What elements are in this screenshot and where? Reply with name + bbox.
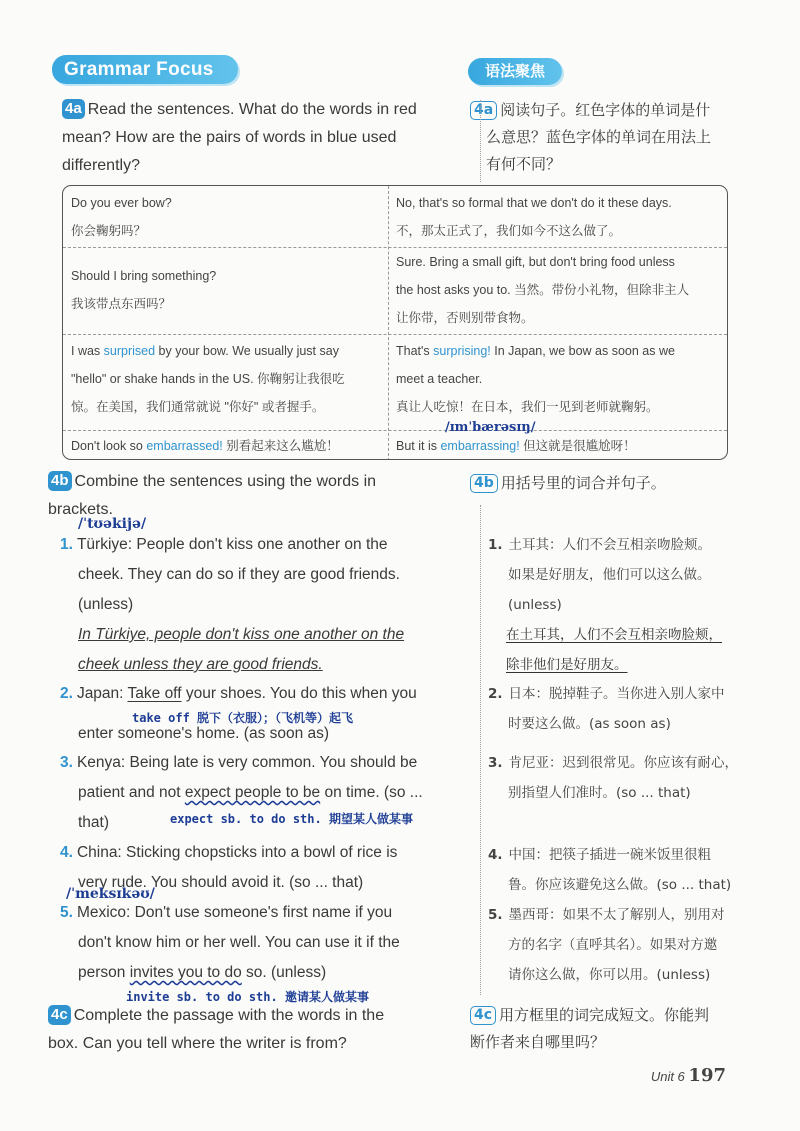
section-4a-badge: 4a <box>62 99 85 119</box>
exercise-item-1-zh-answer: 在土耳其，人们不会互相亲吻脸颊， 除非他们是好朋友。 <box>506 627 722 673</box>
section-4c-instructions: 4c Complete the passage with the words in the box. Can you tell where the writer is from? <box>48 1006 385 1052</box>
grammar-focus-banner-zh: 语法聚焦 <box>468 58 562 85</box>
phonetic-embarrassing: /ɪmˈbærəsɪŋ/ <box>445 420 536 435</box>
red-word-surprising: surprising! <box>433 344 491 358</box>
table-cell-r4-left: Don't look so embarrassed! 别看起来这么尴尬！ <box>71 439 339 453</box>
section-4b-badge: 4b <box>48 471 72 491</box>
column-divider-top <box>480 100 481 182</box>
grammar-focus-banner: Grammar Focus <box>52 55 238 84</box>
table-cell-r1-left: Do you ever bow? 你会鞠躬吗？ <box>71 196 172 238</box>
unit-label: Unit 6 <box>650 1069 685 1084</box>
table-cell-r3-left: I was surprised by your bow. We usually just say "hello" or shake hands in the US. 你鞠躬让我很吃 惊。在美国，我们通常就说 "你好" 或者握手。 <box>71 344 345 414</box>
table-row-divider <box>63 334 727 335</box>
table-cell-r1-right: No, that's so formal that we don't do it these days. 不，那太正式了，我们如今不这么做了。 <box>396 196 672 238</box>
exercise-item-5: 5. Mexico: Don't use someone's first name if you don't know him or her well. You can use it if the person invites you to do so. (unless) <box>60 904 400 981</box>
exercise-item-4-zh: 4. 中国：把筷子插进一碗米饭里很粗 鲁。你应该避免这么做。(so ... that) <box>488 847 732 893</box>
annotation-take-off: take off 脱下（衣服）；（飞机等）起飞 <box>132 711 354 725</box>
sentence-table <box>62 185 728 460</box>
phonetic-turkiye: /ˈtʊəkijə/ <box>78 516 147 532</box>
section-4b-instructions: 4b Combine the sentences using the words in brackets. <box>48 472 377 518</box>
blue-word-embarrassed: embarrassed! <box>146 439 223 453</box>
table-row-divider <box>63 430 727 431</box>
page-footer <box>651 1065 726 1086</box>
table-cell-r2-right: Sure. Bring a small gift, but don't bring food unless the host asks you to. 当然。带份小礼物，但除非主人 让你带，否则别带食物。 <box>396 255 690 325</box>
annotation-invite: invite sb. to do sth. 邀请某人做某事 <box>126 990 369 1004</box>
column-divider-middle <box>480 505 481 995</box>
section-4a-badge-zh: 4a <box>470 101 497 120</box>
exercise-item-3-zh: 3. 肯尼亚：迟到很常见。你应该有耐心， 别指望人们准时。(so ... that) <box>488 755 739 801</box>
exercise-item-1-answer: In Türkiye, people don't kiss one another on the cheek unless they are good friends. <box>78 626 405 673</box>
exercise-item-2: 2. Japan: Take off your shoes. You do this when you enter someone's home. (as soon as) <box>60 685 417 742</box>
section-4a-instructions-zh: 4a 阅读句子。红色字体的单词是什 么意思？蓝色字体的单词在用法上 有何不同？ <box>470 97 740 178</box>
section-4b-badge-zh: 4b <box>470 474 498 493</box>
table-cell-r3-right: That's surprising! In Japan, we bow as soon as we meet a teacher. 真让人吃惊！在日本，我们一见到老师就鞠躬。 <box>396 344 675 414</box>
page-number: 197 <box>688 1065 726 1086</box>
annotation-expect: expect sb. to do sth. 期望某人做某事 <box>170 812 413 826</box>
section-4a-instructions: 4a Read the sentences. What do the words in red mean? How are the pairs of words in blue used differently? <box>62 100 417 174</box>
exercise-item-1-zh: 1. 土耳其：人们不会互相亲吻脸颊。 如果是好朋友，他们可以这么做。 (unless) <box>488 537 712 613</box>
phonetic-mexico: /ˈmeksɪkəʊ/ <box>66 886 155 902</box>
table-cell-r4-right: But it is embarrassing! 但这就是很尴尬呀！ <box>396 439 636 453</box>
exercise-item-5-zh: 5. 墨西哥：如果不太了解别人，别用对 方的名字（直呼其名）。如果对方邀 请你这么做，你可以用。(unless) <box>488 907 725 983</box>
exercise-item-4: 4. China: Sticking chopsticks into a bowl of rice is very rude. You should avoid it. (so ... that) <box>60 844 398 891</box>
red-word-surprised: surprised <box>103 344 156 358</box>
blue-word-embarrassing: embarrassing! <box>440 439 520 453</box>
section-4c-badge: 4c <box>48 1005 71 1025</box>
exercise-item-1: 1. Türkiye: People don't kiss one another on the cheek. They can do so if they are good friends. (unless) <box>60 536 400 613</box>
table-cell-r2-left: Should I bring something? 我该带点东西吗？ <box>71 269 217 311</box>
section-4b-instructions-zh: 4b 用括号里的词合并句子。 <box>470 470 750 497</box>
exercise-item-3: 3. Kenya: Being late is very common. You should be patient and not expect people to be on time. (so ... that) <box>60 754 423 831</box>
table-column-divider <box>388 186 389 460</box>
exercise-item-2-zh: 2. 日本：脱掉鞋子。当你进入别人家中 时要这么做。(as soon as) <box>488 686 725 732</box>
section-4c-instructions-zh: 4c 用方框里的词完成短文。你能判 断作者来自哪里吗？ <box>470 1006 710 1051</box>
section-4c-badge-zh: 4c <box>470 1006 496 1025</box>
